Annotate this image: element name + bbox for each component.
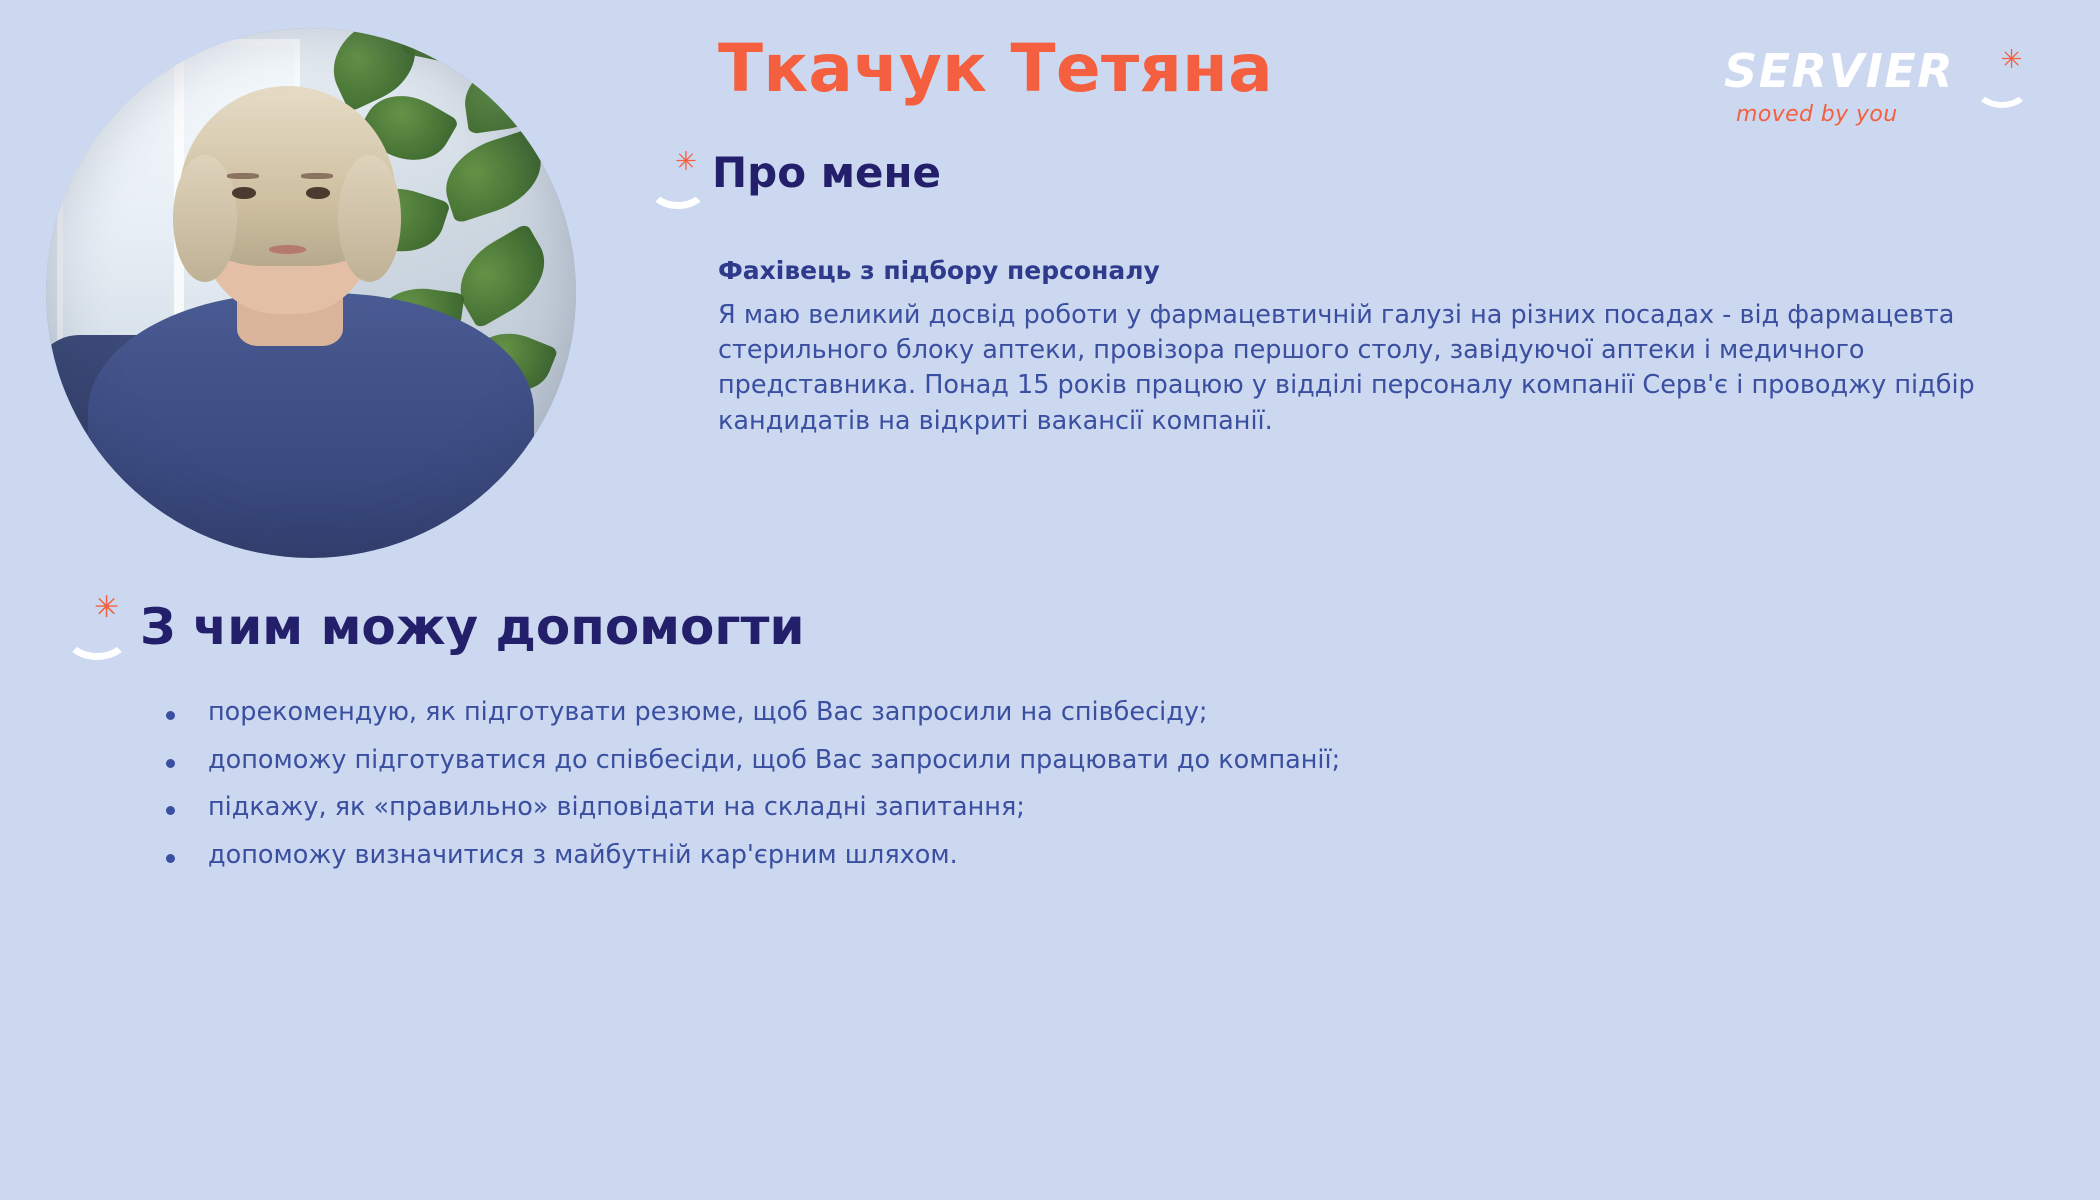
person-name: Ткачук Тетяна: [718, 30, 1273, 107]
logo-wordmark: SERVIER: [1724, 44, 1955, 98]
star-icon: ✳: [93, 589, 120, 625]
about-body-text: Я маю великий досвід роботи у фармацевтичній галузі на різних посадах - від фармацевта стерильного блоку аптеки, провізора першого столу, завідуючої аптеки і медичного представника. Понад 15 років працюю у відділі персоналу компанії Серв'є і проводжу підбір кандидатів на відкриті вакансії компанії.: [718, 300, 1975, 436]
logo-tagline: moved by you: [1736, 102, 1898, 127]
help-list: [160, 697, 1660, 890]
profile-photo-image: [46, 28, 576, 558]
servier-logo: [1724, 44, 2024, 136]
list-item: допоможу визначитися з майбутній кар'єрним шляхом.: [160, 843, 1660, 869]
list-item: допоможу підготуватися до співбесіди, щоб Вас запросили працювати до компанії;: [160, 748, 1660, 774]
star-icon: ✳: [674, 146, 697, 177]
servier-swoosh-icon: [1974, 45, 2023, 96]
profile-photo: [46, 28, 576, 558]
swoosh-star-icon-help: [64, 589, 120, 646]
list-item: порекомендую, як підготувати резюме, щоб Вас запросили на співбесіду;: [160, 700, 1660, 726]
help-heading: З чим можу допомогти: [140, 598, 805, 656]
about-heading: Про мене: [712, 148, 942, 197]
list-item: підкажу, як «правильно» відповідати на складні запитання;: [160, 795, 1660, 821]
star-icon: ✳: [2000, 45, 2023, 76]
swoosh-star-icon: [648, 146, 697, 195]
photo-vignette: [46, 28, 576, 558]
about-role: Фахівець з підбору персоналу: [718, 256, 1160, 285]
